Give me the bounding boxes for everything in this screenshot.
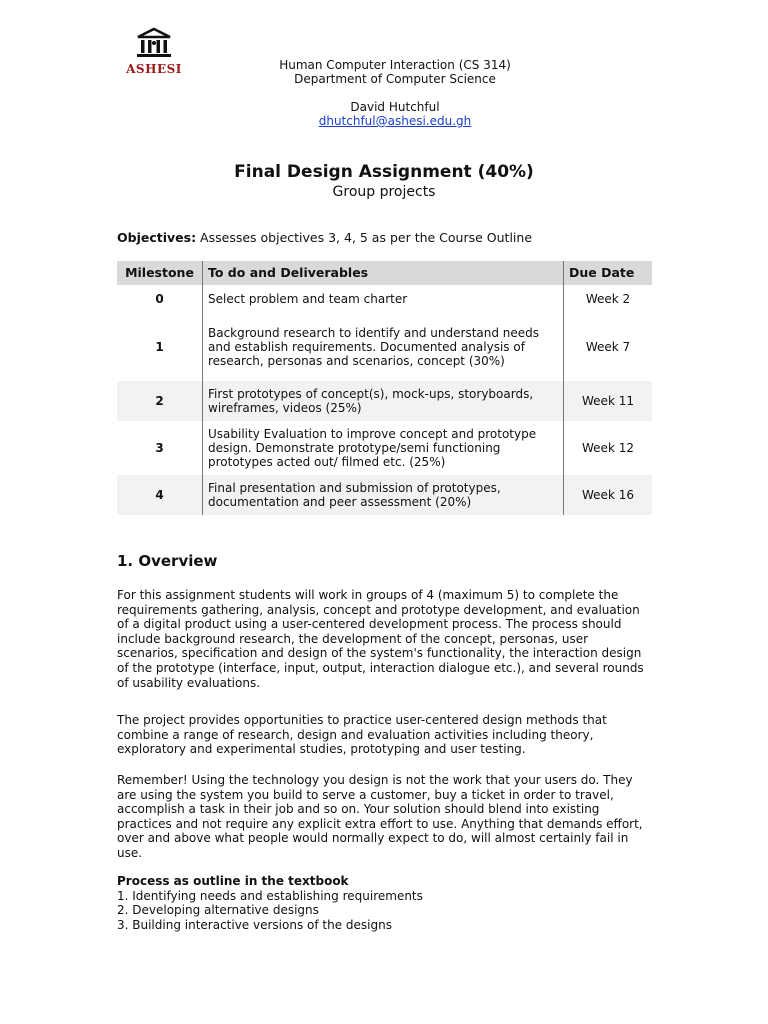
table-row bbox=[117, 285, 652, 313]
author-name: David Hutchful bbox=[350, 100, 440, 114]
overview-paragraph-2: The project provides opportunities to practice user-centered design methods that combine a range of research, design and evaluation activities including theory, exploratory and experimental studies, prototyping and user testing. bbox=[117, 713, 607, 757]
course-name: Human Computer Interaction (CS 314) bbox=[279, 58, 511, 72]
task-cell: Final presentation and submission of prototypes, documentation and peer assessment (20%) bbox=[203, 475, 564, 515]
table-row bbox=[117, 475, 652, 515]
task-cell: First prototypes of concept(s), mock-ups, storyboards, wireframes, videos (25%) bbox=[203, 381, 564, 421]
ashesi-building-icon bbox=[134, 26, 174, 60]
milestone-cell: 4 bbox=[117, 475, 203, 515]
logo-text: ASHESI bbox=[126, 62, 182, 76]
document-subtitle: Group projects bbox=[332, 184, 436, 200]
objectives-label: Objectives: bbox=[117, 230, 197, 245]
table-row bbox=[117, 313, 652, 381]
header-milestone: Milestone bbox=[117, 261, 203, 285]
task-cell: Usability Evaluation to improve concept and prototype design. Demonstrate prototype/semi functioning prototypes acted out/ filmed etc. (25%) bbox=[203, 421, 564, 475]
overview-heading-text: 1. Overview bbox=[117, 552, 218, 570]
table-header-row bbox=[117, 261, 652, 285]
due-cell: Week 7 bbox=[585, 340, 631, 354]
document-header bbox=[200, 58, 590, 128]
ashesi-logo bbox=[120, 26, 188, 82]
process-section bbox=[117, 874, 423, 932]
overview-heading bbox=[117, 552, 217, 570]
task-cell: Select problem and team charter bbox=[203, 285, 564, 313]
department-name: Department of Computer Science bbox=[294, 72, 496, 86]
objectives-text: Assesses objectives 3, 4, 5 as per the Course Outline bbox=[196, 230, 533, 245]
task-cell: Background research to identify and understand needs and establish requirements. Documented analysis of research, personas and scenarios, concept (30%) bbox=[203, 313, 564, 381]
milestones-table bbox=[117, 261, 652, 515]
milestone-cell: 2 bbox=[117, 381, 203, 421]
overview-paragraph-3: Remember! Using the technology you design is not the work that your users do. They are using the system you build to serve a customer, buy a ticket in order to travel, accomplish a task in their job and so on. Your solution should blend into existing practices and not require any explicit extra effort to use. Anything that demands effort, over and above what people would normally expect to do, will almost certainly fail in use. bbox=[117, 773, 643, 860]
due-cell: Week 16 bbox=[564, 475, 653, 515]
process-heading: Process as outline in the textbook bbox=[117, 874, 349, 888]
milestone-cell: 1 bbox=[155, 340, 164, 354]
due-cell: Week 11 bbox=[564, 381, 653, 421]
header-due-date: Due Date bbox=[564, 261, 653, 285]
list-item: 1. Identifying needs and establishing requirements bbox=[117, 888, 423, 903]
due-cell: Week 2 bbox=[585, 292, 631, 306]
table-row bbox=[117, 421, 652, 475]
overview-paragraph-1: For this assignment students will work in groups of 4 (maximum 5) to complete the requirements gathering, analysis, concept and prototype development, and evaluation of a digital product using a user-centered development process. The process should include background research, the development of the concept, personas, user scenarios, specification and design of the system's functionality, the interaction design of the prototype (interface, input, output, interaction dialogue etc.), and several rounds of usability evaluations. bbox=[117, 588, 644, 690]
list-item: 2. Developing alternative designs bbox=[117, 903, 319, 918]
due-cell: Week 12 bbox=[582, 441, 634, 455]
objectives-line bbox=[117, 230, 532, 245]
document-title: Final Design Assignment (40%) bbox=[234, 162, 534, 182]
header-task: To do and Deliverables bbox=[203, 261, 564, 285]
author-email-link[interactable]: dhutchful@ashesi.edu.gh bbox=[318, 114, 472, 128]
list-item: 3. Building interactive versions of the designs bbox=[117, 917, 392, 932]
milestone-cell: 0 bbox=[155, 292, 164, 306]
table-row bbox=[117, 381, 652, 421]
milestone-cell: 3 bbox=[155, 441, 164, 455]
